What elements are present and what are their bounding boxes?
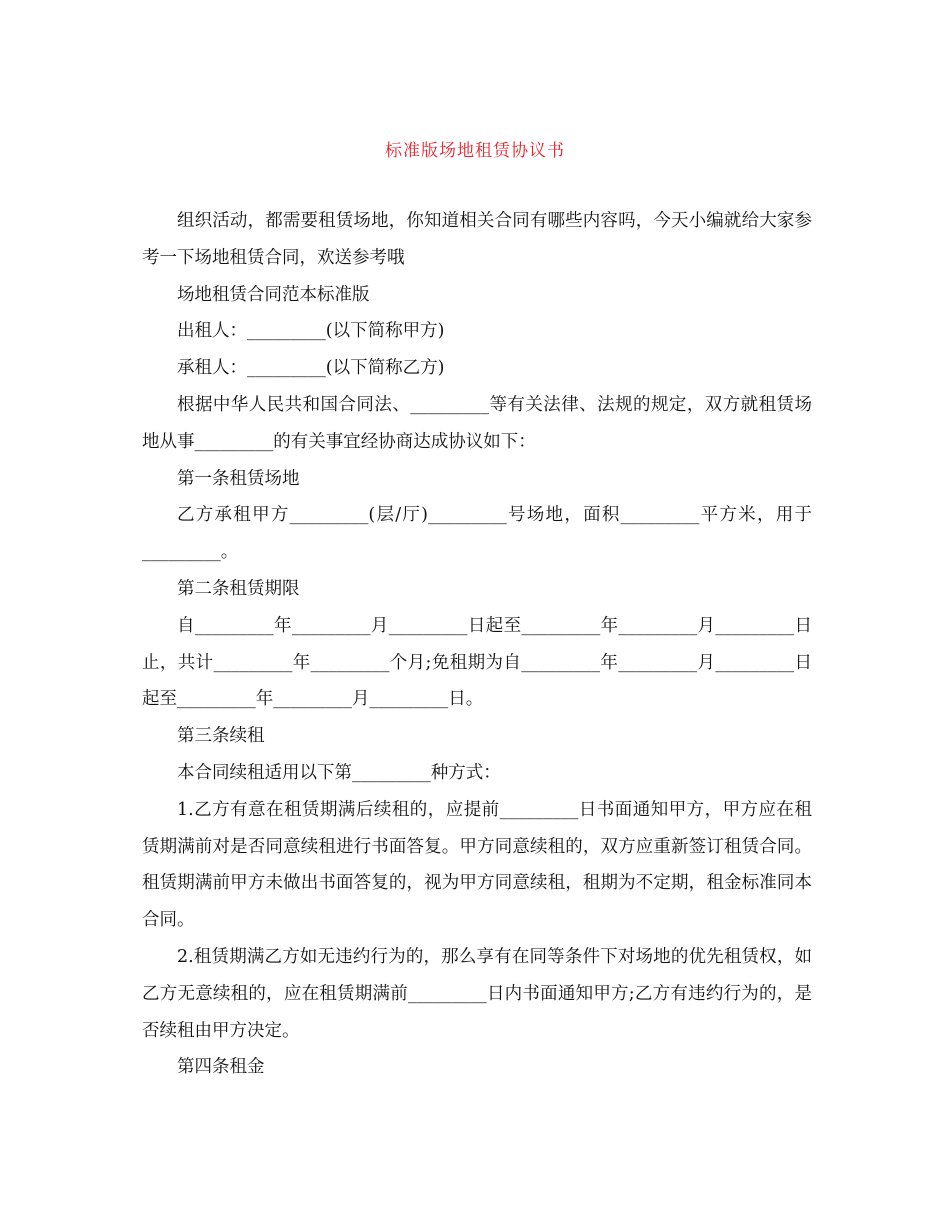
paragraph-intro: 组织活动，都需要租赁场地，你知道相关合同有哪些内容吗，今天小编就给大家参考一下场地租赁合同，欢送参考哦 <box>142 211 812 268</box>
paragraph-article-3-clause-2: 2.租赁期满乙方如无违约行为的，那么享有在同等条件下对场地的优先租赁权，如乙方无意续租的，应在租赁期满前_________日内书面通知甲方;乙方有违约行为的，是否续租由甲方决定。 <box>142 946 812 1041</box>
paragraph-article-2: 自_________年_________月_________日起至_________年_________月_________日止，共计_________年_________个月;免租期为自_________年_________月_________日起至_________年_________月_________日。 <box>142 615 812 710</box>
heading-article-3: 第三条续租 <box>177 726 265 747</box>
paragraph-lessor: 出租人：_________(以下简称甲方) <box>177 321 445 342</box>
paragraph-preamble: 根据中华人民共和国合同法、_________等有关法律、法规的规定，双方就租赁场地从事_________的有关事宜经协商达成协议如下： <box>142 394 812 452</box>
paragraph-subtitle: 场地租赁合同范本标准版 <box>177 284 370 305</box>
heading-article-4: 第四条租金 <box>177 1057 265 1078</box>
paragraph-article-3: 本合同续租适用以下第_________种方式： <box>177 762 501 783</box>
heading-article-2: 第二条租赁期限 <box>177 578 300 599</box>
document-title: 标准版场地租赁协议书 <box>385 141 565 161</box>
paragraph-article-3-clause-1: 1.乙方有意在租赁期满后续租的，应提前_________日书面通知甲方，甲方应在租赁期满前对是否同意续租进行书面答复。甲方同意续租的，双方应重新签订租赁合同。租赁期满前甲方未做出书面答复的，视为甲方同意续租，租期为不定期，租金标准同本合同。 <box>142 799 812 931</box>
paragraph-article-1: 乙方承租甲方_________(层/厅)_________号场地，面积_________平方米，用于_________。 <box>142 505 812 563</box>
document-body <box>142 203 812 1086</box>
heading-article-1: 第一条租赁场地 <box>177 468 300 489</box>
paragraph-lessee: 承租人：_________(以下简称乙方) <box>177 358 445 379</box>
